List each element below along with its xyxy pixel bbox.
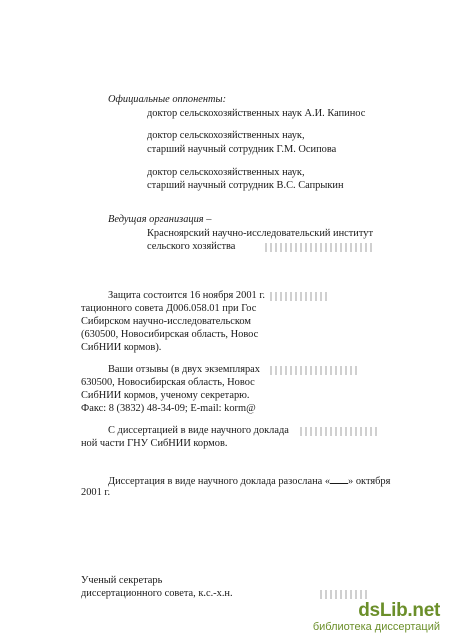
opponent-1: доктор сельскохозяйственных наук А.И. Капинос <box>147 108 366 119</box>
scan-fade-defense <box>270 292 330 301</box>
secretary-line-2: диссертационного совета, к.с.-х.н. <box>81 588 233 599</box>
defense-line-3: Сибирском научно-исследовательском <box>81 316 251 327</box>
lead-org-line-1: Красноярский научно-исследовательский институт <box>147 228 374 239</box>
dslib-tagline: библиотека диссертаций <box>312 621 440 633</box>
scan-fade-reviews <box>270 366 360 375</box>
lead-org-heading: Ведущая организация – <box>108 214 212 225</box>
defense-line-2: тационного совета Д006.058.01 при Гос <box>81 303 257 314</box>
defense-line-1: Защита состоится 16 ноября 2001 г. <box>108 290 266 301</box>
library-line-1: С диссертацией в виде научного доклада <box>108 425 289 436</box>
sent-line-1-end: » октября <box>348 476 391 487</box>
opponent-3-line-1: доктор сельскохозяйственных наук, <box>147 167 305 178</box>
sent-day-blank <box>330 474 348 484</box>
reviews-line-3: СибНИИ кормов, ученому секретарю. <box>81 390 250 401</box>
scan-fade-library <box>300 427 380 436</box>
dslib-watermark <box>313 601 440 633</box>
reviews-line-2: 630500, Новосибирская область, Новос <box>81 377 255 388</box>
opponent-2-line-2: старший научный сотрудник Г.М. Осипова <box>147 144 337 155</box>
defense-line-5: СибНИИ кормов). <box>81 342 162 353</box>
opponents-heading: Официальные оппоненты: <box>108 94 227 105</box>
scan-fade-signature <box>320 590 370 599</box>
dslib-logo: dsLib.net <box>358 600 440 621</box>
reviews-line-4: Факс: 8 (3832) 48-34-09; E-mail: korm@ <box>81 403 256 414</box>
lead-org-line-2: сельского хозяйства <box>147 241 236 252</box>
defense-line-4: (630500, Новосибирская область, Новос <box>81 329 259 340</box>
scan-fade-lead <box>265 243 375 252</box>
library-line-2: ной части ГНУ СибНИИ кормов. <box>81 438 228 449</box>
sent-line-2: 2001 г. <box>81 487 111 498</box>
reviews-line-1: Ваши отзывы (в двух экземплярах <box>108 364 260 375</box>
secretary-line-1: Ученый секретарь <box>81 575 163 586</box>
sent-line-1 <box>108 474 390 488</box>
sent-line-1-start: Диссертация в виде научного доклада разослана « <box>108 476 331 487</box>
opponent-2-line-1: доктор сельскохозяйственных наук, <box>147 130 305 141</box>
opponent-3-line-2: старший научный сотрудник В.С. Сапрыкин <box>147 180 344 191</box>
